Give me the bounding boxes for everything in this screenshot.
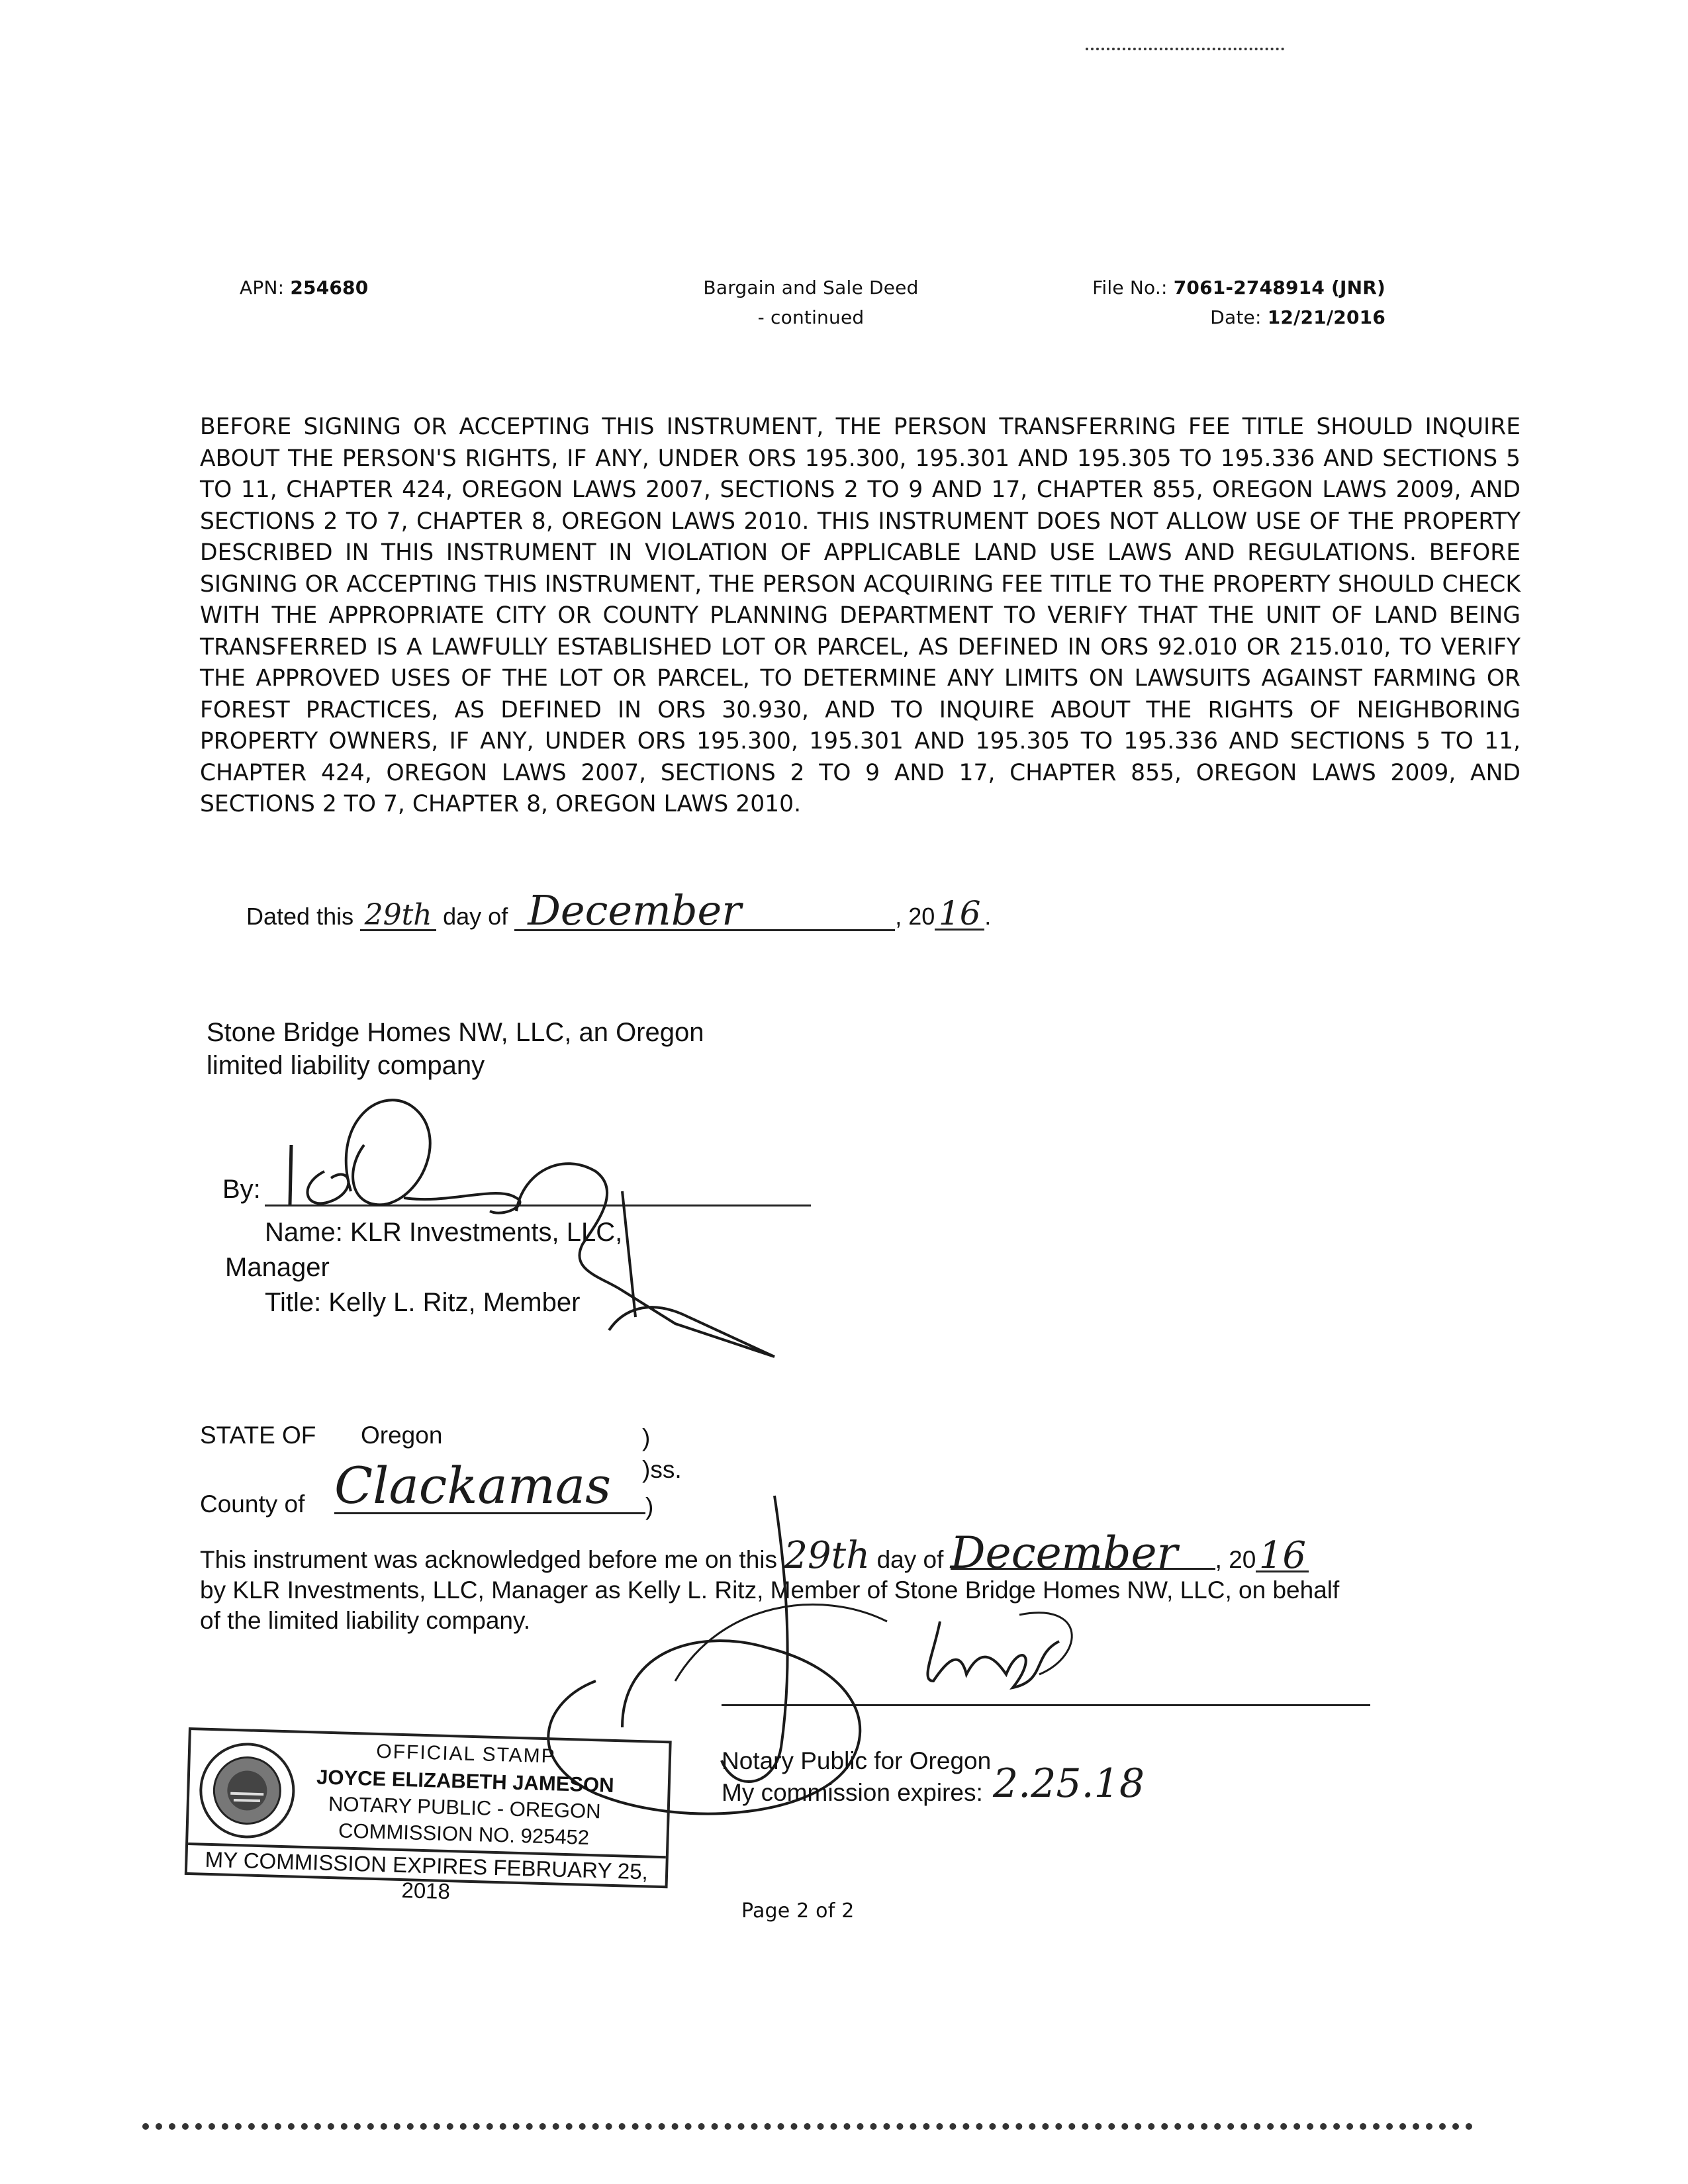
ack-month: December [951,1539,1215,1570]
ss-marker: )ss. [642,1456,682,1483]
top-scan-noise [1086,48,1284,50]
by-label: By: [222,1175,261,1204]
stamp-line4: COMMISSION NO. 925452 [338,1819,590,1849]
dated-year-prefix: , 20 [895,903,935,930]
file-label: File No.: [1092,277,1168,298]
date-label: Date: [1210,306,1262,328]
bottom-scan-noise [142,2123,1473,2130]
stamp-line5: MY COMMISSION EXPIRES FEBRUARY 25, 2018 [187,1843,666,1910]
document-date [1033,306,1385,328]
ack-year-prefix: , 20 [1215,1546,1256,1573]
dated-day: 29th [360,901,436,931]
county-label: County of [200,1490,305,1518]
apn-label: APN: [240,277,285,298]
grantor-name: Name: KLR Investments, LLC, [265,1218,623,1247]
dated-year: 16 [935,898,984,931]
stamp-line1: OFFICIAL STAMP [375,1740,557,1768]
state-value: Oregon [361,1422,443,1449]
ack-prefix: This instrument was acknowledged before me on this [200,1546,777,1573]
state-label: STATE OF [200,1422,316,1449]
commission-expires-value: 2.25.18 [993,1760,1145,1807]
date-value: 12/21/2016 [1267,306,1385,328]
file-value: 7061-2748914 (JNR) [1173,277,1385,298]
grantor-company-line2: limited liability company [207,1051,485,1080]
document-title-line: Bargain and Sale Deed [703,277,919,298]
dated-line [246,886,1074,934]
document-title [682,277,940,328]
stamp-line3: NOTARY PUBLIC - OREGON [328,1792,602,1823]
legal-disclaimer: BEFORE SIGNING OR ACCEPTING THIS INSTRUMENT, THE PERSON TRANSFERRING FEE TITLE SHOULD INQUIRE ABOUT THE PERSON'S RIGHTS, IF ANY, UNDER ORS 195.300, 195.301 AND 195.305 TO 195.336 AND SECTIONS 5 TO 11, CHAPTER 424, OREGON LAWS 2007, SECTIONS 2 TO 9 AND 17, CHAPTER 855, OREGON LAWS 2009, AND SECTIONS 2 TO 7, CHAPTER 8, OREGON LAWS 2010. THIS INSTRUMENT DOES NOT ALLOW USE OF THE PROPERTY DESCRIBED IN THIS INSTRUMENT IN VIOLATION OF APPLICABLE LAND USE LAWS AND REGULATIONS. BEFORE SIGNING OR ACCEPTING THIS INSTRUMENT, THE PERSON ACQUIRING FEE TITLE TO THE PROPERTY SHOULD CHECK WITH THE APPROPRIATE CITY OR COUNTY PLANNING DEPARTMENT TO VERIFY THAT THE UNIT OF LAND BEING TRANSFERRED IS A LAWFULLY ESTABLISHED LOT OR PARCEL, AS DEFINED IN ORS 92.010 OR 215.010, TO VERIFY THE APPROVED USES OF THE LOT OR PARCEL, TO DETERMINE ANY LIMITS ON LAWSUITS AGAINST FARMING OR FOREST PRACTICES, AS DEFINED IN ORS 30.930, AND TO INQUIRE ABOUT THE RIGHTS OF NEIGHBORING PROPERTY OWNERS, IF ANY, UNDER ORS 195.300, 195.301 AND 195.305 TO 195.336 AND SECTIONS 5 TO 11, CHAPTER 424, OREGON LAWS 2007, SECTIONS 2 TO 9 AND 17, CHAPTER 855, OREGON LAWS 2009, AND SECTIONS 2 TO 7, CHAPTER 8, OREGON LAWS 2010. [200,414,1521,817]
apn-value: 254680 [290,277,369,298]
dated-suffix: . [984,903,992,930]
page-number: Page 2 of 2 [741,1899,855,1923]
dated-day-of: day of [443,903,508,930]
paren-1: ) [642,1424,651,1451]
county-value: Clackamas [334,1459,645,1514]
stamp-line2: JOYCE ELIZABETH JAMESON [316,1765,615,1797]
dated-month: December [514,892,895,931]
dated-prefix: Dated this [246,903,354,930]
apn [240,277,368,298]
notary-public-label: Notary Public for Oregon [722,1747,992,1774]
notary-stamp [185,1727,672,1904]
grantor-company-line1: Stone Bridge Homes NW, LLC, an Oregon [207,1018,704,1047]
grantor-manager: Manager [225,1253,330,1282]
ack-line3: of the limited liability company. [200,1607,531,1634]
ack-year: 16 [1256,1541,1309,1572]
document-subtitle-line: - continued [757,306,865,328]
commission-label: My commission expires: [722,1779,983,1806]
ack-day-of: day of [876,1546,944,1573]
file-number [1033,277,1385,298]
file-info [1033,277,1385,328]
ack-line2: by KLR Investments, LLC, Manager as Kelly L. Ritz, Member of Stone Bridge Homes NW, LLC, on behalf [200,1576,1340,1604]
grantor-signature [252,1072,847,1370]
ack-day: 29th [784,1534,870,1577]
grantor-title: Title: Kelly L. Ritz, Member [265,1288,581,1317]
paren-3: ) [645,1493,654,1520]
